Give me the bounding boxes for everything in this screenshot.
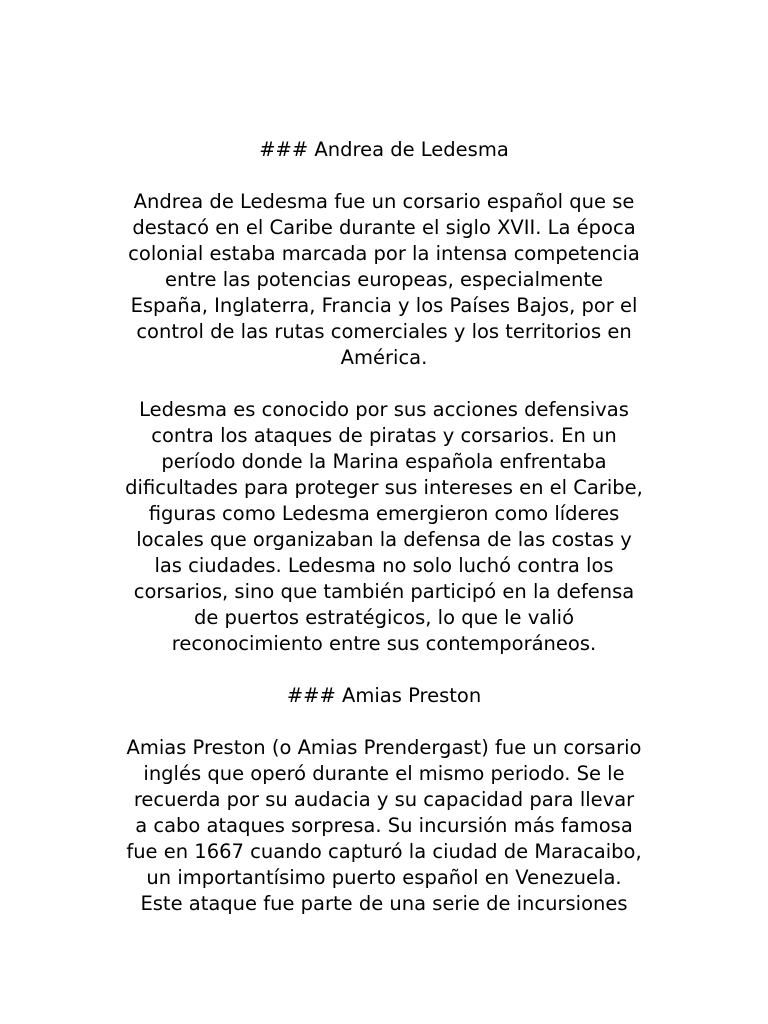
- section-heading-andrea-de-ledesma: ### Andrea de Ledesma: [259, 138, 509, 161]
- paragraph-preston-intro: [96, 735, 672, 917]
- text-line: las ciudades. Ledesma no solo luchó contra los: [154, 554, 614, 577]
- text-line: contra los ataques de piratas y corsarios. En un: [151, 424, 617, 447]
- text-line: España, Inglaterra, Francia y los Países Bajos, por el: [130, 294, 638, 317]
- text-line: entre las potencias europeas, especialmente: [164, 268, 604, 291]
- text-line: período donde la Marina española enfrentaba: [161, 450, 607, 473]
- text-line: figuras como Ledesma emergieron como líderes: [148, 502, 620, 525]
- text-line: locales que organizaban la defensa de las costas y: [136, 528, 632, 551]
- paragraph-gap: [96, 163, 672, 189]
- text-line: América.: [340, 346, 428, 369]
- text-line: control de las rutas comerciales y los territorios en: [136, 320, 632, 343]
- paragraph-ledesma-defense: [96, 397, 672, 657]
- text-line: destacó en el Caribe durante el siglo XVII. La época: [132, 216, 636, 239]
- text-line: de puertos estratégicos, lo que le valió: [193, 606, 575, 629]
- paragraph-gap: [96, 657, 672, 683]
- text-line: inglés que operó durante el mismo periodo. Se le: [143, 762, 625, 785]
- document-text: [96, 137, 672, 917]
- text-line: a cabo ataques sorpresa. Su incursión más famosa: [135, 814, 633, 837]
- paragraph-gap: [96, 709, 672, 735]
- text-line: Este ataque fue parte de una serie de incursiones: [140, 892, 628, 915]
- text-line: Amias Preston (o Amias Prendergast) fue un corsario: [126, 736, 642, 759]
- text-line: corsarios, sino que también participó en la defensa: [133, 580, 635, 603]
- paragraph-ledesma-intro: [96, 189, 672, 371]
- text-line: Ledesma es conocido por sus acciones defensivas: [139, 398, 629, 421]
- paragraph-gap: [96, 371, 672, 397]
- text-line: recuerda por su audacia y su capacidad para llevar: [133, 788, 635, 811]
- text-line: dificultades para proteger sus intereses en el Caribe,: [125, 476, 643, 499]
- text-line: Andrea de Ledesma fue un corsario español que se: [133, 190, 635, 213]
- section-heading-amias-preston: ### Amias Preston: [286, 684, 482, 707]
- text-line: un importantísimo puerto español en Venezuela.: [146, 866, 622, 889]
- text-line: colonial estaba marcada por la intensa competencia: [128, 242, 640, 265]
- text-line: reconocimiento entre sus contemporáneos.: [171, 632, 597, 655]
- text-line: fue en 1667 cuando capturó la ciudad de Maracaibo,: [126, 840, 642, 863]
